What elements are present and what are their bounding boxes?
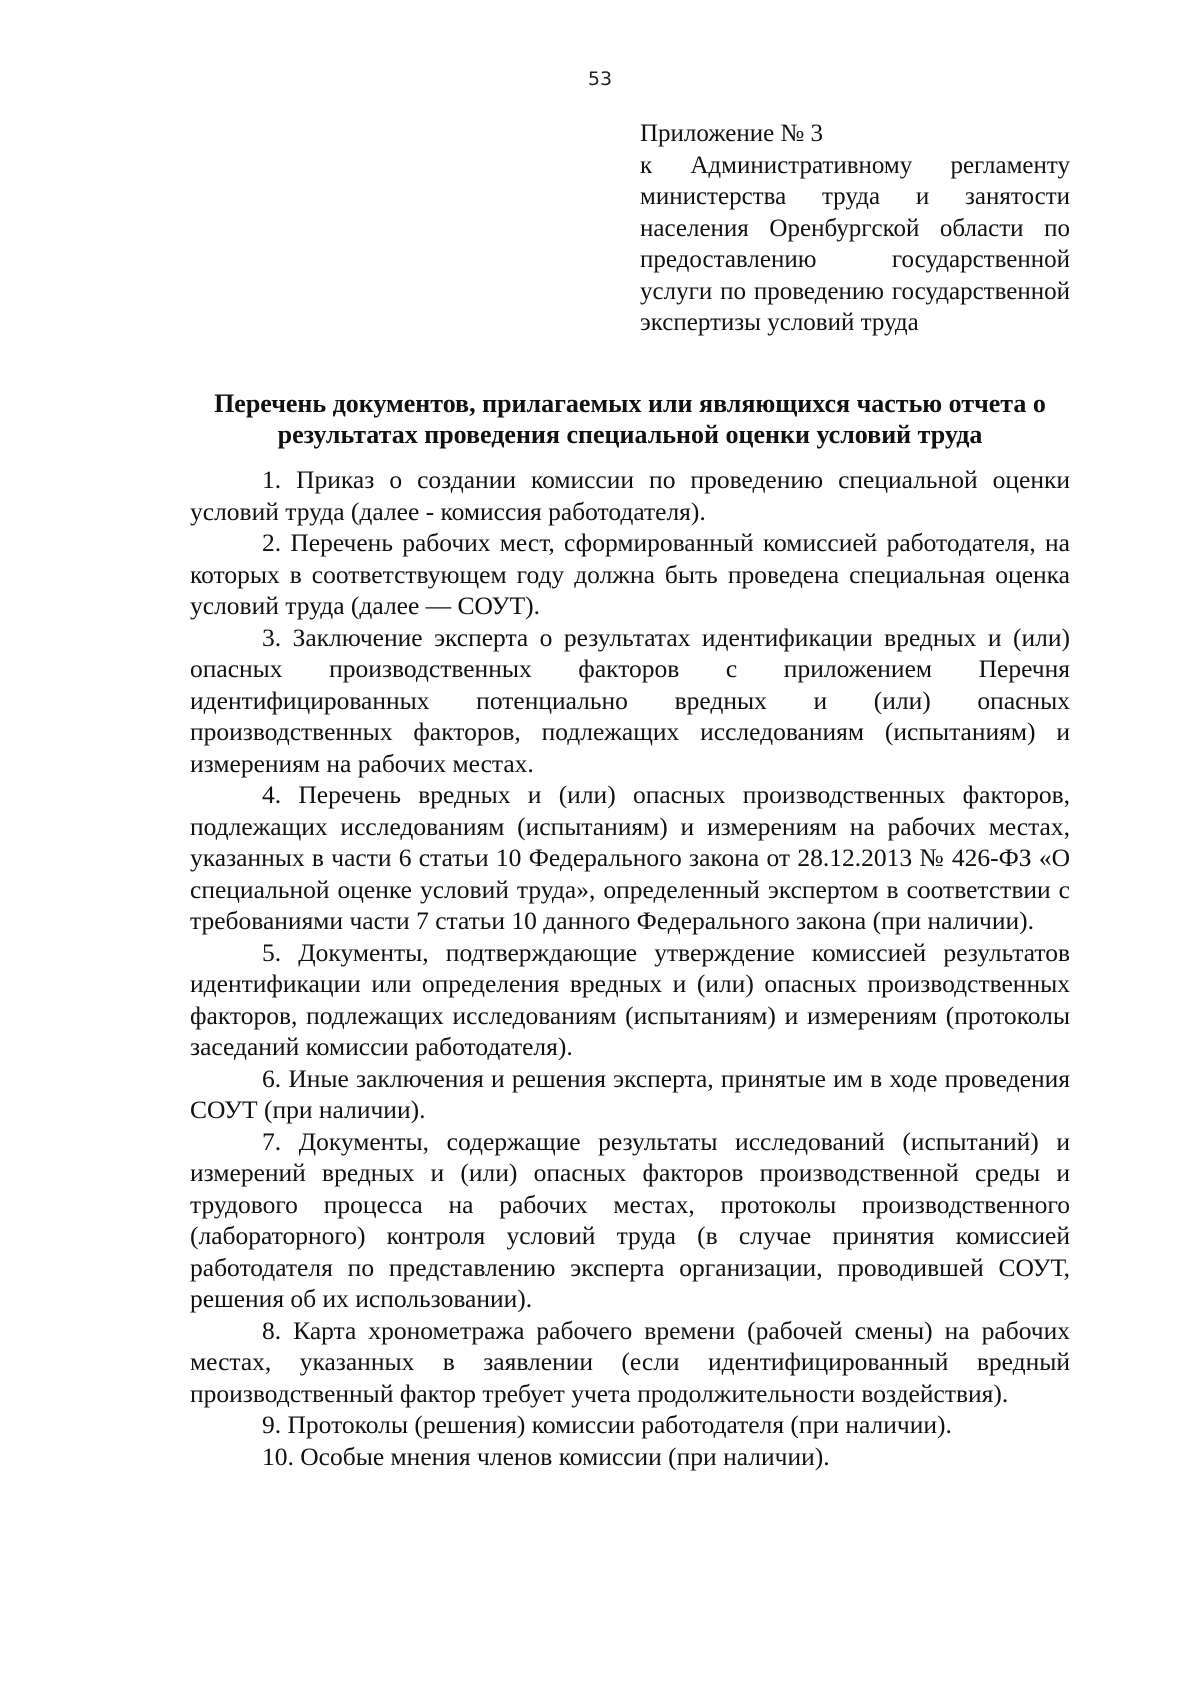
list-item: 5. Документы, подтверждающие утверждение комиссией результатов идентификации или определения вредных и (или) опасных производственных факторов, подлежащих исследованиям (испытаниям) и измерениям (протоколы заседаний комиссии работодателя).	[190, 937, 1070, 1061]
appendix-line: предоставлению государственной	[640, 246, 1070, 273]
appendix-block	[640, 118, 1070, 339]
list-item: 6. Иные заключения и решения эксперта, принятые им в ходе проведения СОУТ (при наличии).	[190, 1063, 1070, 1124]
list-item: 3. Заключение эксперта о результатах идентификации вредных и (или) опасных производственных факторов с приложением Перечня идентифицированных потенциально вредных и (или) опасных производственных факторов, подлежащих исследованиям (испытаниям) и измерениям на рабочих местах.	[190, 622, 1070, 778]
list-item: 9. Протоколы (решения) комиссии работодателя (при наличии).	[262, 1410, 952, 1439]
heading-line: результатах проведения специальной оценки условий труда	[277, 420, 983, 449]
list-item: 8. Карта хронометража рабочего времени (рабочей смены) на рабочих местах, указанных в заявлении (если идентифицированный вредный производственный фактор требует учета продолжительности воздействия).	[190, 1315, 1070, 1408]
appendix-line: министерства труда и занятости	[640, 183, 1070, 210]
list-item: 2. Перечень рабочих мест, сформированный комиссией работодателя, на которых в соответствующем году должна быть проведена специальная оценка условий труда (далее — СОУТ).	[190, 528, 1070, 620]
appendix-line: услуги по проведению государственной	[640, 277, 1070, 305]
list-item: 10. Особые мнения членов комиссии (при наличии).	[262, 1441, 830, 1471]
appendix-line: населения Оренбургской области по	[640, 214, 1070, 242]
appendix-title: Приложение № 3	[640, 120, 824, 147]
heading-line: Перечень документов, прилагаемых или являющихся частью отчета о	[214, 389, 1046, 418]
document-heading	[190, 388, 1070, 450]
list-item: 4. Перечень вредных и (или) опасных производственных факторов, подлежащих исследованиям (испытаниям) и измерениям на рабочих местах, указанных в части 6 статьи 10 Федерального закона от 28.12.2013 № 426-ФЗ «О специальной оценке условий труда», определенный экспертом в соответствии с требованиями части 7 статьи 10 данного Федерального закона (при наличии).	[190, 780, 1070, 935]
page-number: 53	[587, 68, 613, 90]
documents-list	[190, 464, 1070, 1472]
appendix-line: экспертизы условий труда	[640, 309, 919, 336]
list-item: 1. Приказ о создании комиссии по проведению специальной оценки условий труда (далее - комиссия работодателя).	[190, 465, 1070, 526]
list-item: 7. Документы, содержащие результаты исследований (испытаний) и измерений вредных и (или) опасных факторов производственной среды и трудового процесса на рабочих местах, протоколы производственного (лабораторного) контроля условий труда (в случае принятия комиссией работодателя по представлению эксперта организации, проводившей СОУТ, решения об их использовании).	[190, 1126, 1070, 1313]
appendix-line: к Административному регламенту	[640, 151, 1070, 179]
